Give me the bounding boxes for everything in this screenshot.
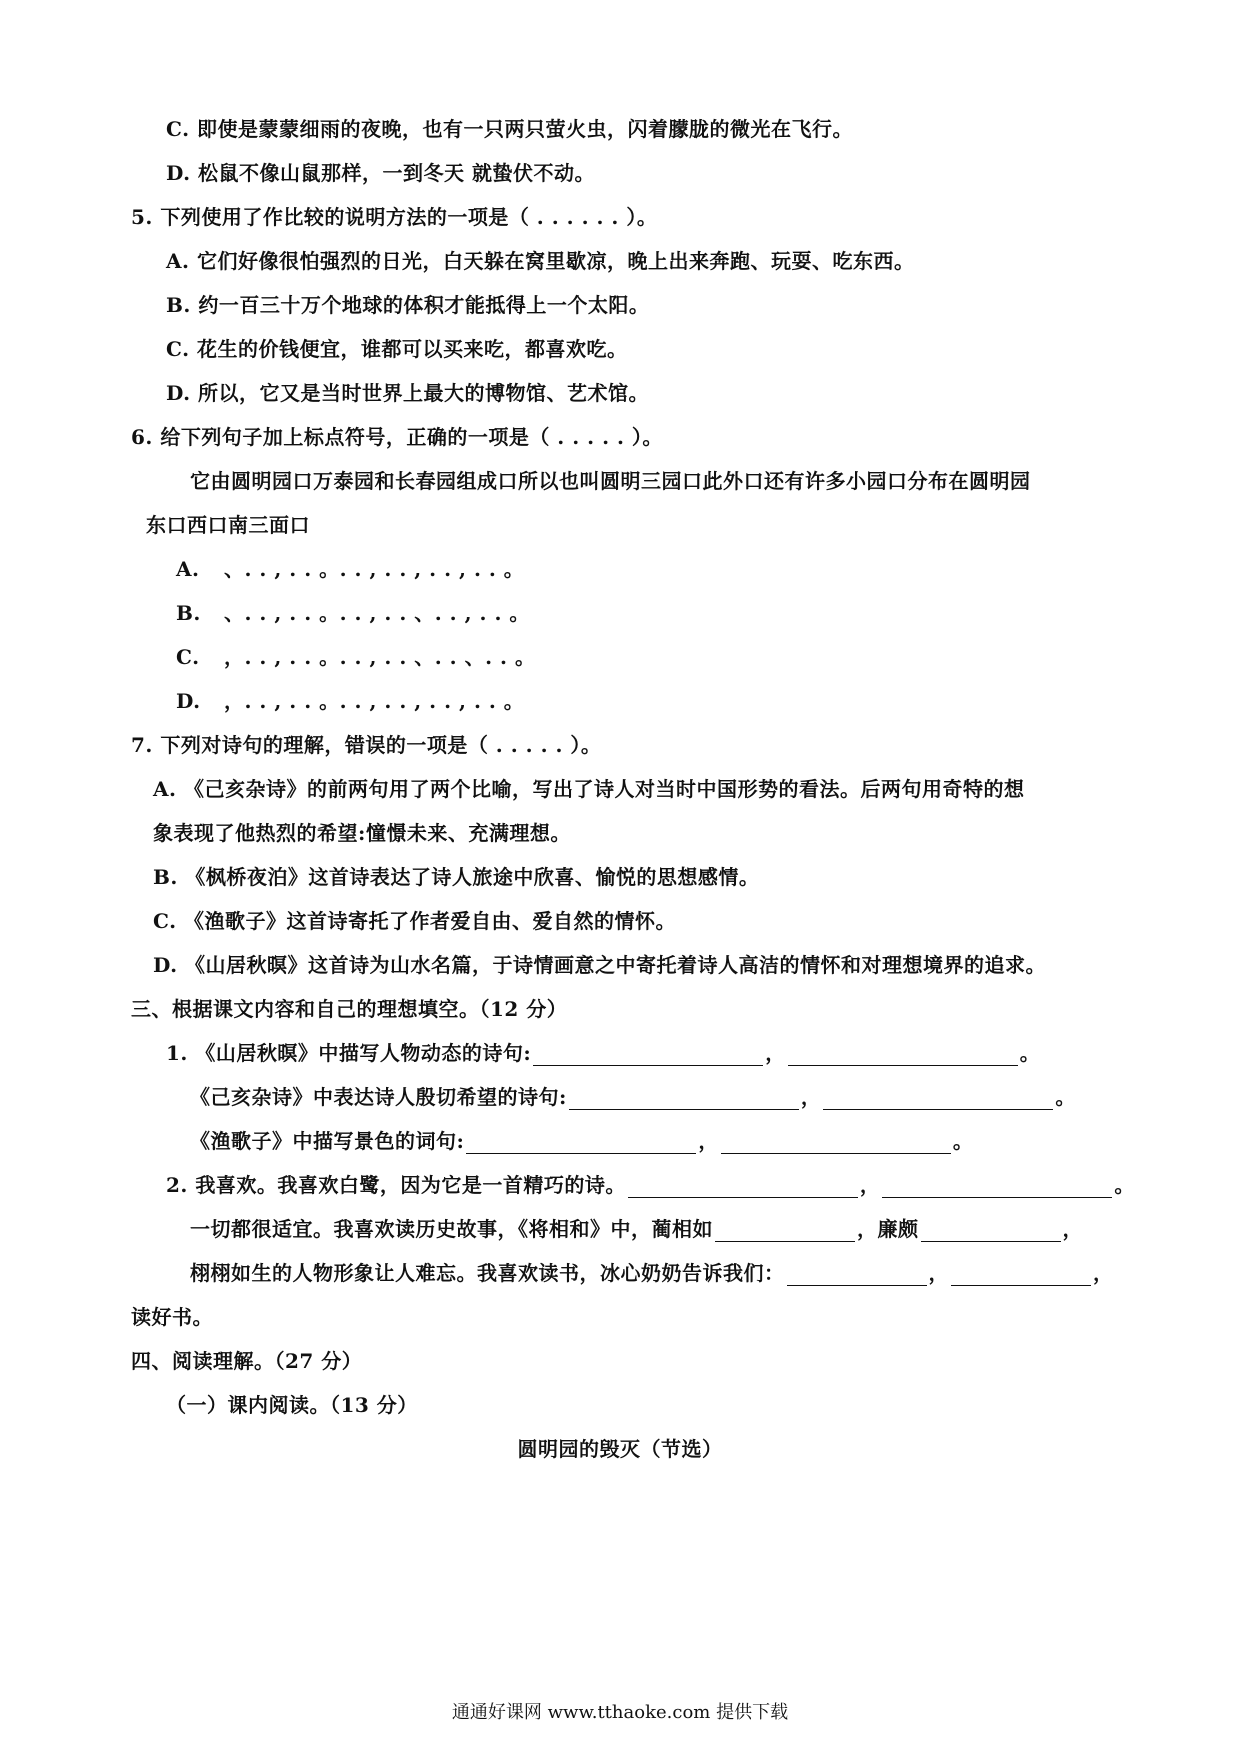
q6-passage-line1: 它由圆明园口万泰园和长春园组成口所以也叫圆明三园口此外口还有许多小园口分布在圆明园 [190, 469, 1031, 493]
q6-option-d [176, 688, 524, 714]
option-letter: D. [176, 689, 201, 713]
answer-blank[interactable] [721, 1133, 951, 1154]
period: 。 [1019, 1041, 1041, 1065]
q4-option-d: D. 松鼠不像山鼠那样，一到冬天 就蛰伏不动。 [166, 161, 596, 185]
comma: ， [1093, 1261, 1114, 1285]
period: 。 [1055, 1085, 1076, 1109]
q5-option-a: A. 它们好像很怕强烈的日光，白天躲在窝里歇凉，晚上出来奔跑、玩耍、吃东西。 [166, 249, 915, 273]
q5-option-d: D. 所以，它又是当时世界上最大的博物馆、艺术馆。 [166, 381, 650, 405]
q6-option-b [176, 600, 530, 626]
option-letter: C. [176, 645, 200, 669]
answer-blank[interactable] [921, 1221, 1061, 1242]
answer-blank[interactable] [788, 1045, 1018, 1066]
q6-option-a [176, 556, 524, 582]
answer-blank[interactable] [787, 1265, 927, 1286]
prompt-text: 《己亥杂诗》中表达诗人殷切希望的诗句: [190, 1085, 567, 1109]
q6-option-c [176, 644, 535, 670]
prompt-text: 2. 我喜欢。我喜欢白鹭，因为它是一首精巧的诗。 [166, 1173, 626, 1197]
answer-blank[interactable] [882, 1177, 1112, 1198]
q7-option-c: C. 《渔歌子》这首诗寄托了作者爱自由、爱自然的情怀。 [153, 909, 676, 933]
passage-title: 圆明园的毁灭（节选） [517, 1437, 723, 1461]
answer-blank[interactable] [951, 1265, 1091, 1286]
s3-item1-c [190, 1128, 973, 1154]
period: 。 [1114, 1173, 1135, 1197]
q5-option-b: B. 约一百三十万个地球的体积才能抵得上一个太阳。 [166, 293, 650, 317]
q7-option-a-line2: 象表现了他热烈的希望:憧憬未来、充满理想。 [153, 821, 571, 845]
option-marks: 、. . , . . 。. . , . . 、. . , . . 。 [224, 601, 530, 625]
prompt-text: 栩栩如生的人物形象让人难忘。我喜欢读书，冰心奶奶告诉我们： [190, 1261, 785, 1285]
option-letter: A. [176, 557, 200, 581]
option-letter: B. [176, 601, 201, 625]
section3-heading: 三、根据课文内容和自己的理想填空。（12 分） [131, 997, 568, 1021]
comma: ， [1062, 1217, 1083, 1241]
answer-blank[interactable] [823, 1089, 1053, 1110]
q5-option-c: C. 花生的价钱便宜，谁都可以买来吃，都喜欢吃。 [166, 337, 628, 361]
prompt-text: 一切都很适宜。我喜欢读历史故事，《将相和》中，蔺相如 [190, 1217, 713, 1241]
q5-stem: 5. 下列使用了作比较的说明方法的一项是（ . . . . . . ）。 [131, 205, 658, 229]
q7-option-b: B. 《枫桥夜泊》这首诗表达了诗人旅途中欣喜、愉悦的思想感情。 [153, 865, 760, 889]
answer-blank[interactable] [628, 1177, 858, 1198]
prompt-text: 《渔歌子》中描写景色的词句: [190, 1129, 465, 1153]
comma: ， [698, 1129, 719, 1153]
option-marks: ，. . , . . 。. . , . . 、. . 、. . 。 [224, 645, 536, 669]
s3-item2-line1 [166, 1172, 1135, 1198]
s3-item2-line4: 读好书。 [131, 1305, 213, 1329]
comma: ， [800, 1085, 822, 1109]
section4-subheading: （一）课内阅读。（13 分） [166, 1393, 418, 1417]
q7-stem: 7. 下列对诗句的理解，错误的一项是（ . . . . . ）。 [131, 733, 602, 757]
comma: ， [859, 1173, 881, 1197]
answer-blank[interactable] [533, 1045, 763, 1066]
q4-option-c: C. 即使是蒙蒙细雨的夜晚，也有一只两只萤火虫，闪着朦胧的微光在飞行。 [166, 117, 853, 141]
s3-item2-line3 [190, 1260, 1114, 1286]
q6-passage-line2: 东口西口南三面口 [146, 513, 310, 537]
answer-blank[interactable] [715, 1221, 855, 1242]
s3-item2-line2 [190, 1216, 1083, 1242]
answer-blank[interactable] [466, 1133, 696, 1154]
page-footer: 通通好课网 www.tthaoke.com 提供下载 [451, 1702, 789, 1723]
section4-heading: 四、阅读理解。（27 分） [131, 1349, 363, 1373]
prompt-text: ，廉颇 [857, 1217, 919, 1241]
period: 。 [952, 1129, 974, 1153]
s3-item1-b [190, 1084, 1076, 1110]
s3-item1-a [166, 1040, 1040, 1066]
q6-stem: 6. 给下列句子加上标点符号，正确的一项是（ . . . . . ）。 [131, 425, 663, 449]
q7-option-a-line1: A. 《己亥杂诗》的前两句用了两个比喻，写出了诗人对当时中国形势的看法。后两句用奇特的想 [153, 777, 1025, 801]
comma: ， [928, 1261, 949, 1285]
prompt-text: 1. 《山居秋暝》中描写人物动态的诗句: [166, 1041, 532, 1065]
comma: ， [765, 1041, 786, 1065]
option-marks: ，. . , . . 。. . , . . , . . , . . 。 [224, 689, 525, 713]
q7-option-d: D. 《山居秋暝》这首诗为山水名篇，于诗情画意之中寄托着诗人高洁的情怀和对理想境界的追求。 [153, 953, 1047, 977]
answer-blank[interactable] [569, 1089, 799, 1110]
option-marks: 、. . , . . 。. . , . . , . . , . . 。 [224, 557, 525, 581]
